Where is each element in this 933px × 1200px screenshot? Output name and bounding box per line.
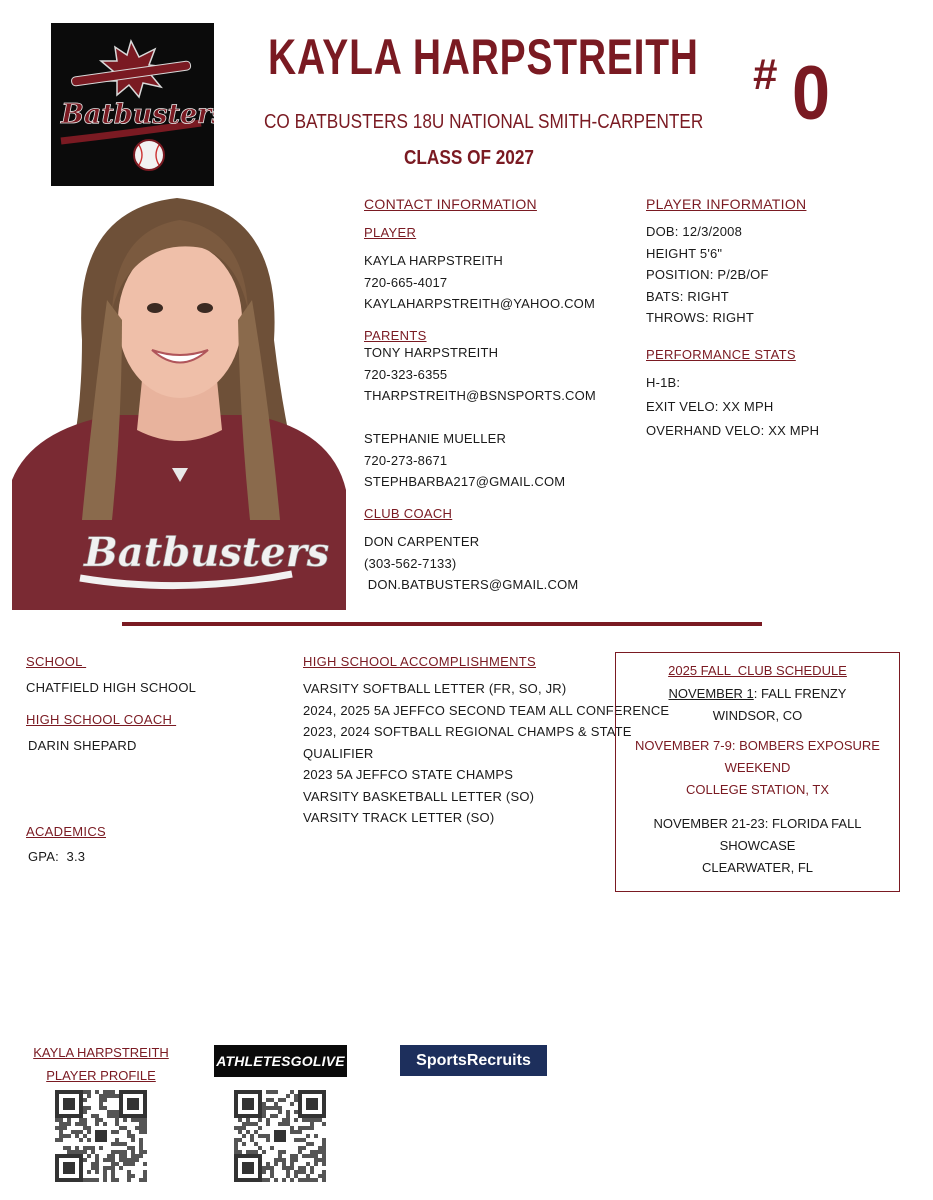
parent1-block xyxy=(364,342,596,407)
accomplishment-item: VARSITY TRACK LETTER (SO) xyxy=(303,810,495,825)
sportsrecruits-text: SportsRecruits xyxy=(416,1052,531,1069)
club-coach-heading: CLUB COACH xyxy=(364,506,453,521)
player-contact-name: KAYLA HARPSTREITH xyxy=(364,253,503,268)
player-contact-heading: PLAYER xyxy=(364,225,417,240)
contact-info-heading: CONTACT INFORMATION xyxy=(364,196,537,212)
h-1b-stat: H-1B: xyxy=(646,375,681,390)
height: HEIGHT 5'6" xyxy=(646,245,723,261)
logo-wordmark: Batbusters xyxy=(61,99,214,130)
team-name: CO BATBUSTERS 18U NATIONAL SMITH-CARPENTER xyxy=(264,111,704,133)
player-contact-block xyxy=(364,250,595,315)
parent1-name: TONY HARPSTREITH xyxy=(364,345,499,360)
class-year: CLASS OF 2027 xyxy=(404,147,535,169)
schedule-heading: 2025 FALL CLUB SCHEDULE xyxy=(668,663,847,678)
accomplishment-item: 2024, 2025 5A JEFFCO SECOND TEAM ALL CONFERENCE xyxy=(303,702,670,718)
fall-schedule-box xyxy=(615,652,900,892)
event-3-title: NOVEMBER 21-23: FLORIDA FALL SHOWCASE xyxy=(653,816,862,853)
accomplishments-heading: HIGH SCHOOL ACCOMPLISHMENTS xyxy=(303,654,536,669)
sportsrecruits-logo[interactable] xyxy=(400,1045,547,1076)
school-name: CHATFIELD HIGH SCHOOL xyxy=(26,680,197,695)
accomplishment-item: QUALIFIER xyxy=(303,745,374,761)
player-name: KAYLA HARPSTREITH xyxy=(268,29,699,85)
batbusters-logo xyxy=(51,23,214,186)
player-profile-link[interactable] xyxy=(28,1041,174,1087)
club-coach-phone: (303-562-7133) xyxy=(364,555,457,571)
academics-heading: ACADEMICS xyxy=(26,824,106,839)
accomplishment-item: 2023 5A JEFFCO STATE CHAMPS xyxy=(303,767,514,782)
player-photo xyxy=(12,190,346,610)
player-info-list xyxy=(646,221,769,329)
event-1-location: WINDSOR, CO xyxy=(712,708,803,723)
athletesgolive-text: ATHLETESGOLIVE xyxy=(216,1053,345,1069)
event-1-date: NOVEMBER 1 xyxy=(668,686,754,701)
section-divider xyxy=(122,622,762,626)
exit-velo-stat: EXIT VELO: XX MPH xyxy=(646,399,774,414)
position: POSITION: P/2B/OF xyxy=(646,267,769,282)
throws: THROWS: RIGHT xyxy=(646,310,755,325)
jersey-wordmark: Batbusters xyxy=(84,529,330,576)
performance-heading: PERFORMANCE STATS xyxy=(646,347,796,362)
parent2-block xyxy=(364,428,565,493)
profile-qr-code[interactable] xyxy=(55,1090,147,1182)
parent1-phone: 720-323-6355 xyxy=(364,366,448,382)
number-sign: # xyxy=(753,50,778,99)
parents-heading: PARENTS xyxy=(364,328,427,343)
parent1-email[interactable]: THARPSTREITH@BSNSPORTS.COM xyxy=(364,388,596,403)
accomplishment-item: 2023, 2024 SOFTBALL REGIONAL CHAMPS & STATE xyxy=(303,724,632,739)
event-2-title: NOVEMBER 7-9: BOMBERS EXPOSURE WEEKEND xyxy=(635,738,880,775)
club-coach-block xyxy=(364,531,578,596)
parent2-name: STEPHANIE MUELLER xyxy=(364,431,507,446)
profile-line-2: PLAYER PROFILE xyxy=(46,1068,156,1083)
hs-coach-name: DARIN SHEPARD xyxy=(28,738,137,753)
overhand-velo-stat: OVERHAND VELO: XX MPH xyxy=(646,423,820,438)
schedule-event-1 xyxy=(616,683,899,705)
performance-list xyxy=(646,371,819,443)
player-contact-phone: 720-665-4017 xyxy=(364,274,448,290)
parent2-phone: 720-273-8671 xyxy=(364,452,448,468)
club-coach-name: DON CARPENTER xyxy=(364,534,480,549)
profile-line-1: KAYLA HARPSTREITH xyxy=(33,1045,169,1060)
event-3-location: CLEARWATER, FL xyxy=(701,860,813,875)
school-heading: SCHOOL xyxy=(26,654,87,669)
jersey-number: 0 xyxy=(792,51,831,136)
accomplishment-item: VARSITY SOFTBALL LETTER (FR, SO, JR) xyxy=(303,681,567,696)
athletesgolive-qr-code[interactable] xyxy=(234,1090,326,1182)
dob: DOB: 12/3/2008 xyxy=(646,224,743,239)
club-coach-email[interactable]: DON.BATBUSTERS@GMAIL.COM xyxy=(364,577,579,592)
event-2-location: COLLEGE STATION, TX xyxy=(685,782,830,797)
bats: BATS: RIGHT xyxy=(646,288,729,304)
accomplishment-item: VARSITY BASKETBALL LETTER (SO) xyxy=(303,788,535,804)
hs-coach-heading: HIGH SCHOOL COACH xyxy=(26,712,177,727)
athletesgolive-logo[interactable] xyxy=(214,1045,347,1077)
gpa: GPA: 3.3 xyxy=(28,849,86,864)
event-1-title: : FALL FRENZY xyxy=(753,686,847,701)
player-info-heading: PLAYER INFORMATION xyxy=(646,196,807,212)
player-contact-email[interactable]: KAYLAHARPSTREITH@YAHOO.COM xyxy=(364,296,596,311)
parent2-email[interactable]: STEPHBARBA217@GMAIL.COM xyxy=(364,474,566,489)
